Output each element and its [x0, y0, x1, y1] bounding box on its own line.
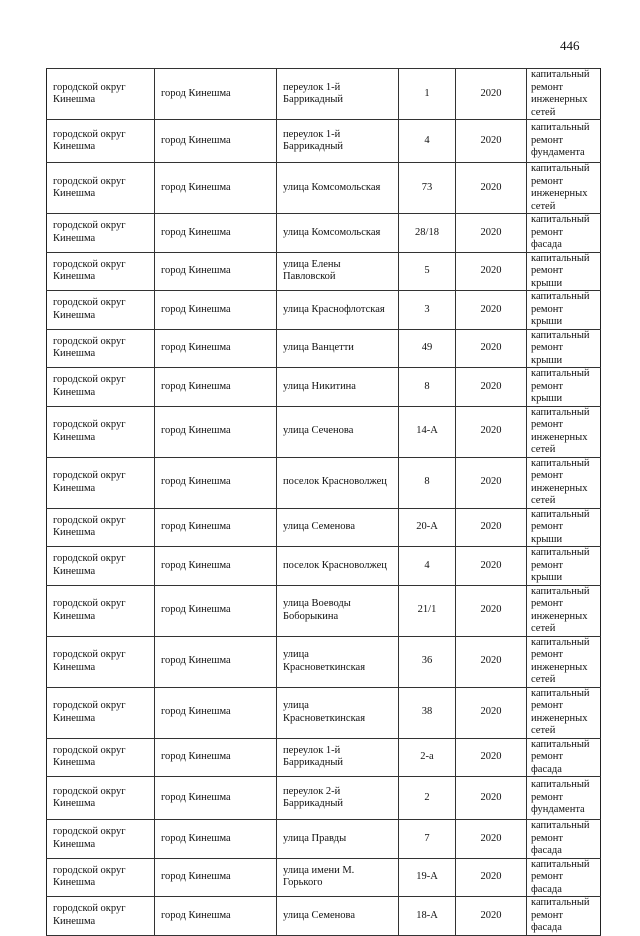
city-cell: город Кинешма [155, 687, 277, 738]
street-cell: улица имени М. Горького [277, 858, 399, 897]
year-cell: 2020 [456, 585, 527, 636]
district-cell: городской округ Кинешма [47, 738, 155, 777]
district-cell: городской округ Кинешма [47, 120, 155, 163]
house-number-cell: 2-а [399, 738, 456, 777]
work-type-cell: капитальный ремонт фундамента [527, 777, 601, 820]
house-number-cell: 73 [399, 163, 456, 214]
house-number-cell: 5 [399, 252, 456, 291]
house-number-cell: 14-А [399, 406, 456, 457]
street-cell: улица Ванцетти [277, 329, 399, 368]
table-row [47, 120, 601, 163]
house-number-cell: 7 [399, 820, 456, 859]
year-cell: 2020 [456, 820, 527, 859]
district-cell: городской округ Кинешма [47, 636, 155, 687]
work-type-cell: капитальный ремонт крыши [527, 368, 601, 407]
work-type-cell: капитальный ремонт инженерных сетей [527, 636, 601, 687]
house-number-cell: 36 [399, 636, 456, 687]
work-type-cell: капитальный ремонт инженерных сетей [527, 687, 601, 738]
work-type-cell: капитальный ремонт крыши [527, 329, 601, 368]
year-cell: 2020 [456, 457, 527, 508]
house-number-cell: 4 [399, 120, 456, 163]
table-row [47, 329, 601, 368]
table-row [47, 457, 601, 508]
district-cell: городской округ Кинешма [47, 163, 155, 214]
street-cell: улица Семенова [277, 508, 399, 547]
year-cell: 2020 [456, 636, 527, 687]
street-cell: улица Красноветкинская [277, 687, 399, 738]
district-cell: городской округ Кинешма [47, 820, 155, 859]
year-cell: 2020 [456, 214, 527, 253]
house-number-cell: 20-А [399, 508, 456, 547]
district-cell: городской округ Кинешма [47, 291, 155, 330]
street-cell: переулок 2-й Баррикадный [277, 777, 399, 820]
work-type-cell: капитальный ремонт крыши [527, 508, 601, 547]
house-number-cell: 1 [399, 69, 456, 120]
table-row [47, 585, 601, 636]
district-cell: городской округ Кинешма [47, 368, 155, 407]
table-row [47, 163, 601, 214]
city-cell: город Кинешма [155, 777, 277, 820]
district-cell: городской округ Кинешма [47, 508, 155, 547]
year-cell: 2020 [456, 120, 527, 163]
street-cell: улица Правды [277, 820, 399, 859]
house-number-cell: 2 [399, 777, 456, 820]
year-cell: 2020 [456, 858, 527, 897]
street-cell: поселок Красноволжец [277, 547, 399, 586]
street-cell: улица Краснофлотская [277, 291, 399, 330]
work-type-cell: капитальный ремонт крыши [527, 291, 601, 330]
street-cell: улица Елены Павловской [277, 252, 399, 291]
year-cell: 2020 [456, 547, 527, 586]
city-cell: город Кинешма [155, 897, 277, 936]
work-type-cell: капитальный ремонт инженерных сетей [527, 585, 601, 636]
page-number: 446 [560, 38, 580, 53]
street-cell: улица Красноветкинская [277, 636, 399, 687]
year-cell: 2020 [456, 897, 527, 936]
work-type-cell: капитальный ремонт фасада [527, 214, 601, 253]
table-row [47, 687, 601, 738]
table-row [47, 858, 601, 897]
street-cell: поселок Красноволжец [277, 457, 399, 508]
year-cell: 2020 [456, 163, 527, 214]
city-cell: город Кинешма [155, 252, 277, 291]
year-cell: 2020 [456, 69, 527, 120]
city-cell: город Кинешма [155, 329, 277, 368]
city-cell: город Кинешма [155, 547, 277, 586]
city-cell: город Кинешма [155, 858, 277, 897]
table-row [47, 69, 601, 120]
house-number-cell: 21/1 [399, 585, 456, 636]
table-row [47, 291, 601, 330]
city-cell: город Кинешма [155, 69, 277, 120]
street-cell: улица Воеводы Боборыкина [277, 585, 399, 636]
house-number-cell: 49 [399, 329, 456, 368]
year-cell: 2020 [456, 738, 527, 777]
house-number-cell: 18-А [399, 897, 456, 936]
year-cell: 2020 [456, 687, 527, 738]
house-number-cell: 8 [399, 368, 456, 407]
house-number-cell: 8 [399, 457, 456, 508]
district-cell: городской округ Кинешма [47, 687, 155, 738]
house-number-cell: 3 [399, 291, 456, 330]
table-body [47, 69, 601, 936]
work-type-cell: капитальный ремонт крыши [527, 252, 601, 291]
table-row [47, 508, 601, 547]
district-cell: городской округ Кинешма [47, 252, 155, 291]
table-row [47, 777, 601, 820]
district-cell: городской округ Кинешма [47, 547, 155, 586]
city-cell: город Кинешма [155, 457, 277, 508]
house-number-cell: 28/18 [399, 214, 456, 253]
city-cell: город Кинешма [155, 585, 277, 636]
year-cell: 2020 [456, 329, 527, 368]
district-cell: городской округ Кинешма [47, 214, 155, 253]
table-row [47, 547, 601, 586]
district-cell: городской округ Кинешма [47, 897, 155, 936]
street-cell: улица Никитина [277, 368, 399, 407]
work-type-cell: капитальный ремонт крыши [527, 547, 601, 586]
city-cell: город Кинешма [155, 508, 277, 547]
work-type-cell: капитальный ремонт фасада [527, 897, 601, 936]
table-row [47, 368, 601, 407]
street-cell: улица Комсомольская [277, 214, 399, 253]
work-type-cell: капитальный ремонт фундамента [527, 120, 601, 163]
repair-table [46, 68, 601, 936]
work-type-cell: капитальный ремонт инженерных сетей [527, 163, 601, 214]
district-cell: городской округ Кинешма [47, 858, 155, 897]
table-row [47, 214, 601, 253]
city-cell: город Кинешма [155, 406, 277, 457]
year-cell: 2020 [456, 777, 527, 820]
city-cell: город Кинешма [155, 291, 277, 330]
house-number-cell: 38 [399, 687, 456, 738]
district-cell: городской округ Кинешма [47, 329, 155, 368]
table-row [47, 897, 601, 936]
city-cell: город Кинешма [155, 636, 277, 687]
house-number-cell: 4 [399, 547, 456, 586]
work-type-cell: капитальный ремонт инженерных сетей [527, 406, 601, 457]
work-type-cell: капитальный ремонт фасада [527, 738, 601, 777]
house-number-cell: 19-А [399, 858, 456, 897]
year-cell: 2020 [456, 291, 527, 330]
work-type-cell: капитальный ремонт инженерных сетей [527, 69, 601, 120]
street-cell: переулок 1-й Баррикадный [277, 69, 399, 120]
year-cell: 2020 [456, 508, 527, 547]
year-cell: 2020 [456, 252, 527, 291]
city-cell: город Кинешма [155, 163, 277, 214]
district-cell: городской округ Кинешма [47, 406, 155, 457]
district-cell: городской округ Кинешма [47, 69, 155, 120]
table-row [47, 738, 601, 777]
district-cell: городской округ Кинешма [47, 777, 155, 820]
city-cell: город Кинешма [155, 820, 277, 859]
work-type-cell: капитальный ремонт фасада [527, 858, 601, 897]
table-row [47, 406, 601, 457]
street-cell: переулок 1-й Баррикадный [277, 738, 399, 777]
street-cell: переулок 1-й Баррикадный [277, 120, 399, 163]
city-cell: город Кинешма [155, 368, 277, 407]
city-cell: город Кинешма [155, 738, 277, 777]
street-cell: улица Комсомольская [277, 163, 399, 214]
street-cell: улица Семенова [277, 897, 399, 936]
table-row [47, 252, 601, 291]
table-row [47, 636, 601, 687]
table-row [47, 820, 601, 859]
district-cell: городской округ Кинешма [47, 457, 155, 508]
city-cell: город Кинешма [155, 120, 277, 163]
year-cell: 2020 [456, 406, 527, 457]
year-cell: 2020 [456, 368, 527, 407]
work-type-cell: капитальный ремонт инженерных сетей [527, 457, 601, 508]
street-cell: улица Сеченова [277, 406, 399, 457]
city-cell: город Кинешма [155, 214, 277, 253]
work-type-cell: капитальный ремонт фасада [527, 820, 601, 859]
district-cell: городской округ Кинешма [47, 585, 155, 636]
